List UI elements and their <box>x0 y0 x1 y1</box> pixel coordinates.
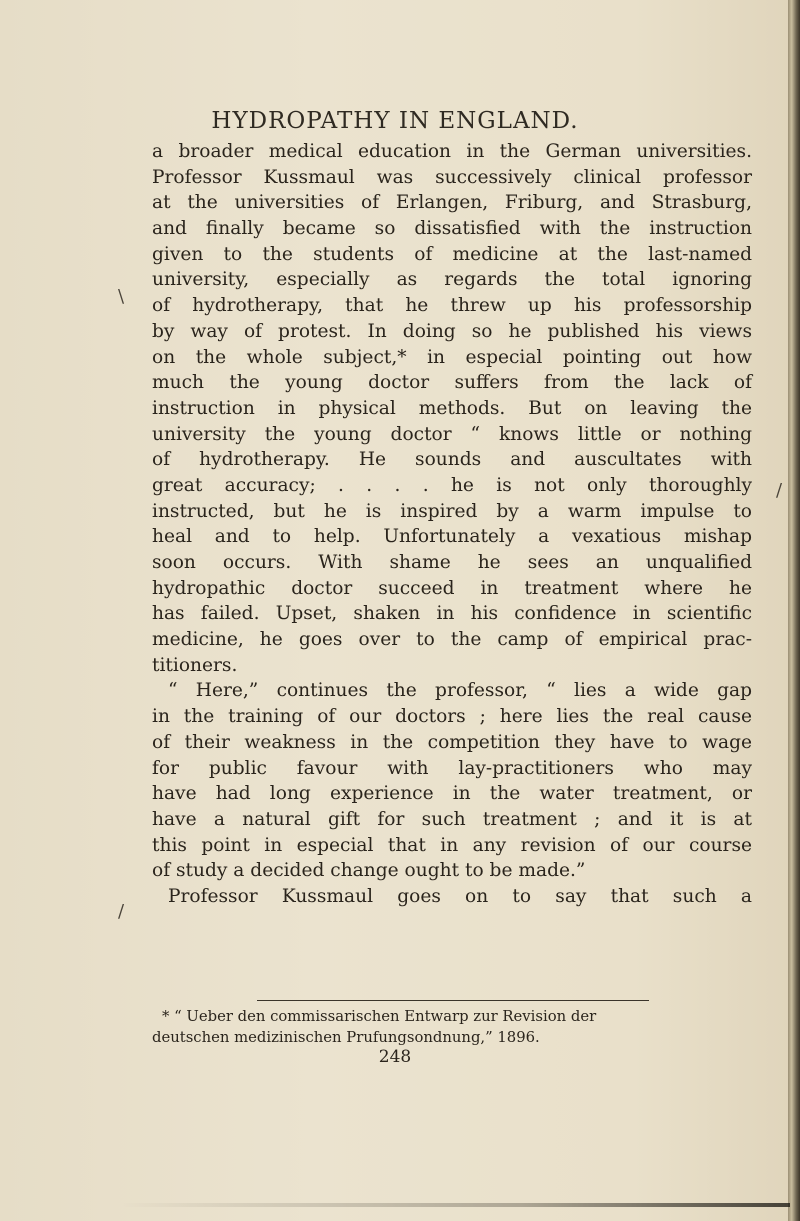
text-line: of their weakness in the competition they have to wage <box>152 731 752 753</box>
text-line: university, especially as regards the total ignoring <box>152 269 752 291</box>
text-line: of hydrotherapy. He sounds and auscultates with <box>152 449 752 471</box>
text-line: for public favour with lay-practitioners who may <box>152 757 752 779</box>
text-line: this point in especial that in any revision of our course <box>152 834 752 856</box>
text-line: at the universities of Erlangen, Friburg, and Strasburg, <box>152 192 752 214</box>
text-line: have had long experience in the water treatment, or <box>152 783 752 805</box>
footnote-rule <box>257 1000 649 1001</box>
margin-mark: \ <box>118 286 125 307</box>
text-line: of hydrotherapy, that he threw up his professorship <box>152 295 752 317</box>
text-line: in the training of our doctors ; here lies the real cause <box>152 706 752 728</box>
margin-mark: / <box>118 901 125 922</box>
footnote-line: * “ Ueber den commissarischen Entwarp zur Revision der <box>162 1008 597 1025</box>
running-head: HYDROPATHY IN ENGLAND. <box>211 108 579 134</box>
text-line: medicine, he goes over to the camp of empirical prac- <box>152 629 752 651</box>
text-line: soon occurs. With shame he sees an unqualified <box>152 552 752 573</box>
footnote <box>152 1006 752 1048</box>
text-line: by way of protest. In doing so he published his views <box>152 320 752 342</box>
text-line: instructed, but he is inspired by a warm impulse to <box>152 500 752 522</box>
text-line: Professor Kussmaul was successively clinical professor <box>152 166 752 188</box>
text-line: instruction in physical methods. But on leaving the <box>152 397 752 419</box>
text-line: and finally became so dissatisfied with the instruction <box>152 218 752 240</box>
text-line: have a natural gift for such treatment ; and it is at <box>152 808 752 830</box>
page-bottom-shadow <box>120 1203 790 1207</box>
text-line: “ Here,” continues the professor, “ lies a wide gap <box>168 680 752 702</box>
text-line: has failed. Upset, shaken in his confidence in scientific <box>152 603 752 625</box>
text-line: of study a decided change ought to be made.” <box>152 860 586 882</box>
text-line: a broader medical education in the German universities. <box>152 141 752 162</box>
page-number: 248 <box>378 1047 412 1067</box>
text-line: Professor Kussmaul goes on to say that such a <box>168 885 752 907</box>
margin-mark: / <box>776 480 783 501</box>
text-line: given to the students of medicine at the last-named <box>152 243 752 265</box>
text-line: university the young doctor “ knows little or nothing <box>152 423 752 445</box>
body-text <box>152 139 752 910</box>
text-line: hydropathic doctor succeed in treatment where he <box>152 577 752 599</box>
text-line: great accuracy; . . . . he is not only thoroughly <box>152 474 752 496</box>
text-line: on the whole subject,* in especial pointing out how <box>152 346 752 368</box>
text-line: heal and to help. Unfortunately a vexatious mishap <box>152 526 752 548</box>
text-line: titioners. <box>152 654 238 676</box>
page-edge <box>788 0 800 1221</box>
footnote-line: deutschen medizinischen Prufungsondnung,” 1896. <box>152 1029 540 1046</box>
text-line: much the young doctor suffers from the lack of <box>152 372 752 394</box>
